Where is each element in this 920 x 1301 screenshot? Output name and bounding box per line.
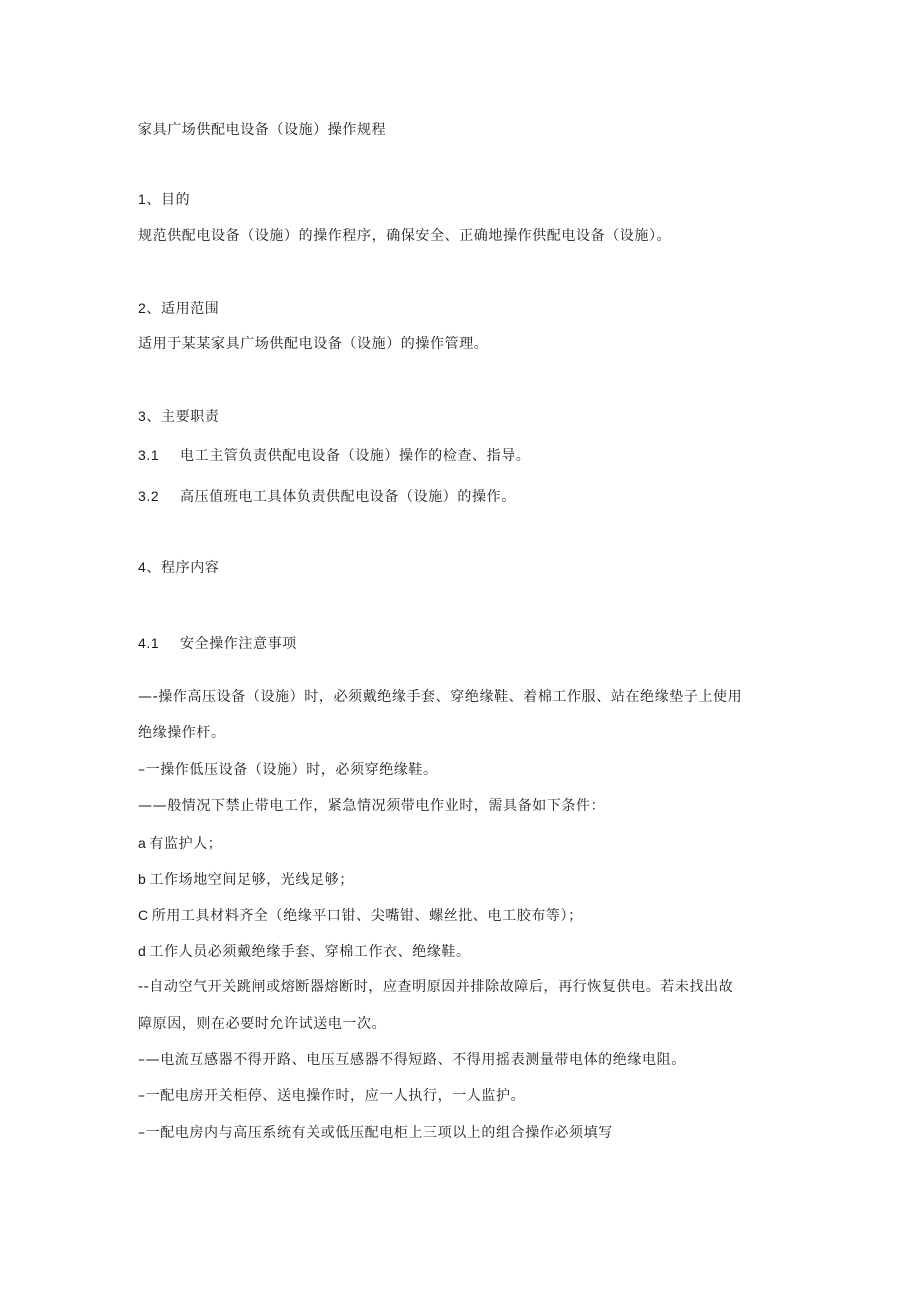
- condition-item: [138, 869, 354, 890]
- safety-rule-line: –—电流互感器不得开路、电压互感器不得短路、不得用摇表测量带电体的绝缘电阻。: [138, 1052, 686, 1068]
- section-3-item-text: 高压值班电工具体负责供配电设备（设施）的操作。: [180, 489, 516, 505]
- condition-item: [138, 833, 222, 854]
- condition-text: 工作人员必须戴绝缘手套、穿棉工作衣、绝缘鞋。: [149, 944, 471, 960]
- safety-rule-line: ——般情况下禁止带电工作，紧急情况须带电作业时，需具备如下条件：: [138, 798, 606, 814]
- section-2-heading-text: 、适用范围: [146, 301, 220, 317]
- section-3-item: [138, 486, 516, 507]
- condition-marker: d: [138, 943, 147, 959]
- safety-rule-line: –一配电房开关柜停、送电操作时，应一人执行，一人监护。: [138, 1088, 526, 1104]
- section-4-number: 4: [138, 559, 147, 575]
- condition-marker: C: [138, 907, 149, 923]
- safety-rule-line: —-操作高压设备（设施）时，必须戴绝缘手套、穿绝缘鞋、着棉工作服、站在绝缘垫子上使用: [138, 689, 743, 705]
- safety-rule-line: 绝缘操作杆。: [138, 725, 226, 741]
- section-3-item-number: 3.1: [138, 447, 160, 463]
- section-2-number: 2: [138, 300, 147, 316]
- section-3-heading: [138, 406, 219, 427]
- section-2-heading: [138, 298, 219, 319]
- section-4-1-heading: [138, 633, 297, 654]
- condition-text: 有监护人；: [149, 836, 223, 852]
- document-title: 家具广场供配电设备（设施）操作规程: [138, 122, 387, 138]
- safety-rule-line: –一操作低压设备（设施）时，必须穿绝缘鞋。: [138, 762, 438, 778]
- condition-text: 工作场地空间足够，光线足够；: [149, 872, 354, 888]
- section-3-item-text: 电工主管负责供配电设备（设施）操作的检查、指导。: [180, 448, 531, 464]
- section-2-body: 适用于某某家具广场供配电设备（设施）的操作管理。: [138, 336, 489, 352]
- section-3-item: [138, 445, 530, 466]
- section-4-heading-text: 、程序内容: [146, 560, 220, 576]
- section-4-heading: [138, 557, 219, 578]
- section-1-heading-text: 、目的: [146, 192, 191, 208]
- section-3-heading-text: 、主要职责: [146, 409, 220, 425]
- section-3-item-number: 3.2: [138, 488, 160, 504]
- condition-marker: a: [138, 835, 147, 851]
- condition-item: [138, 905, 583, 926]
- condition-text: 所用工具材料齐全（绝缘平口钳、尖嘴钳、螺丝批、电工胶布等）；: [151, 908, 583, 924]
- section-1-heading: [138, 189, 190, 210]
- section-3-number: 3: [138, 408, 147, 424]
- condition-marker: b: [138, 871, 147, 887]
- safety-rule-line: –一配电房内与高压系统有关或低压配电柜上三项以上的组合操作必须填写: [138, 1125, 613, 1141]
- section-4-1-number: 4.1: [138, 635, 160, 651]
- section-1-body: 规范供配电设备（设施）的操作程序，确保安全、正确地操作供配电设备（设施）。: [138, 228, 672, 244]
- section-4-1-heading-text: 安全操作注意事项: [180, 636, 297, 652]
- safety-rule-line: 障原因，则在必要时允许试送电一次。: [138, 1016, 387, 1032]
- section-1-number: 1: [138, 191, 147, 207]
- condition-item: [138, 941, 471, 962]
- safety-rule-line: --自动空气开关跳闸或熔断器熔断时，应查明原因并排除故障后，再行恢复供电。若未找出故: [138, 979, 734, 995]
